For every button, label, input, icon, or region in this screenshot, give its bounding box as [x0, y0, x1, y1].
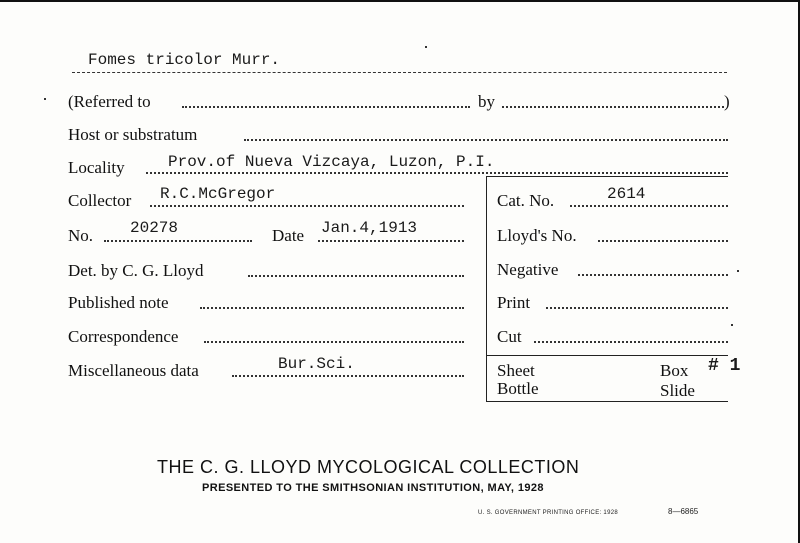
taxon-rule — [72, 72, 727, 73]
box-top-rule — [486, 176, 728, 177]
date-label: Date — [272, 226, 305, 245]
negative-line — [578, 274, 728, 276]
box-label: Box — [660, 361, 689, 380]
misc-value: Bur.Sci. — [278, 355, 355, 373]
referred-to-line — [182, 106, 470, 108]
by-line — [502, 106, 724, 108]
printing-office-note: U. S. GOVERNMENT PRINTING OFFICE: 1928 — [478, 510, 618, 516]
cut-label: Cut — [497, 327, 522, 346]
close-paren: ) — [724, 92, 730, 111]
collector-value: R.C.McGregor — [160, 185, 276, 203]
ink-speck — [737, 270, 739, 272]
date-value: Jan.4,1913 — [321, 219, 418, 237]
correspondence-line — [204, 341, 464, 343]
published-note-line — [200, 307, 464, 309]
host-line — [244, 139, 728, 141]
slide-label: Slide — [660, 381, 695, 400]
taxon-name: Fomes tricolor Murr. — [88, 51, 281, 69]
box-left-rule — [486, 176, 487, 401]
date-line — [318, 240, 464, 242]
published-note-label: Published note — [68, 293, 169, 312]
det-by-label: Det. by C. G. Lloyd — [68, 261, 204, 280]
lloyds-no-label: Lloyd's No. — [497, 226, 577, 245]
number-line — [104, 240, 252, 242]
locality-value: Prov.of Nueva Vizcaya, Luzon, P.I. — [168, 153, 495, 171]
cat-no-value: 2614 — [607, 185, 646, 203]
collection-subtitle: PRESENTED TO THE SMITHSONIAN INSTITUTION, MAY, 1928 — [202, 482, 544, 494]
form-code: 8—6865 — [668, 507, 699, 516]
det-by-line — [248, 275, 464, 277]
number-label: No. — [68, 226, 94, 245]
collector-line — [150, 205, 464, 207]
box-bottom-rule — [486, 401, 728, 402]
sheet-label: Sheet — [497, 361, 535, 380]
misc-label: Miscellaneous data — [68, 361, 199, 380]
ink-speck — [731, 324, 733, 326]
cat-no-line — [570, 205, 728, 207]
lloyds-no-line — [598, 240, 728, 242]
referred-to-label: (Referred to — [68, 92, 151, 111]
cut-line — [534, 341, 728, 343]
locality-label: Locality — [68, 158, 125, 177]
by-label: by — [478, 92, 495, 111]
print-line — [546, 307, 728, 309]
misc-line — [232, 375, 464, 377]
bottle-label: Bottle — [497, 379, 539, 398]
ink-speck — [425, 46, 427, 48]
box-mid-rule — [486, 355, 728, 356]
correspondence-label: Correspondence — [68, 327, 179, 346]
locality-line — [146, 172, 728, 174]
collection-title: THE C. G. LLOYD MYCOLOGICAL COLLECTION — [157, 457, 580, 477]
number-value: 20278 — [130, 219, 179, 237]
box-value: # 1 — [708, 356, 741, 376]
cat-no-label: Cat. No. — [497, 191, 555, 210]
host-label: Host or substratum — [68, 125, 198, 144]
negative-label: Negative — [497, 260, 559, 279]
collector-label: Collector — [68, 191, 132, 210]
print-label: Print — [497, 293, 531, 312]
ink-speck — [44, 98, 46, 100]
